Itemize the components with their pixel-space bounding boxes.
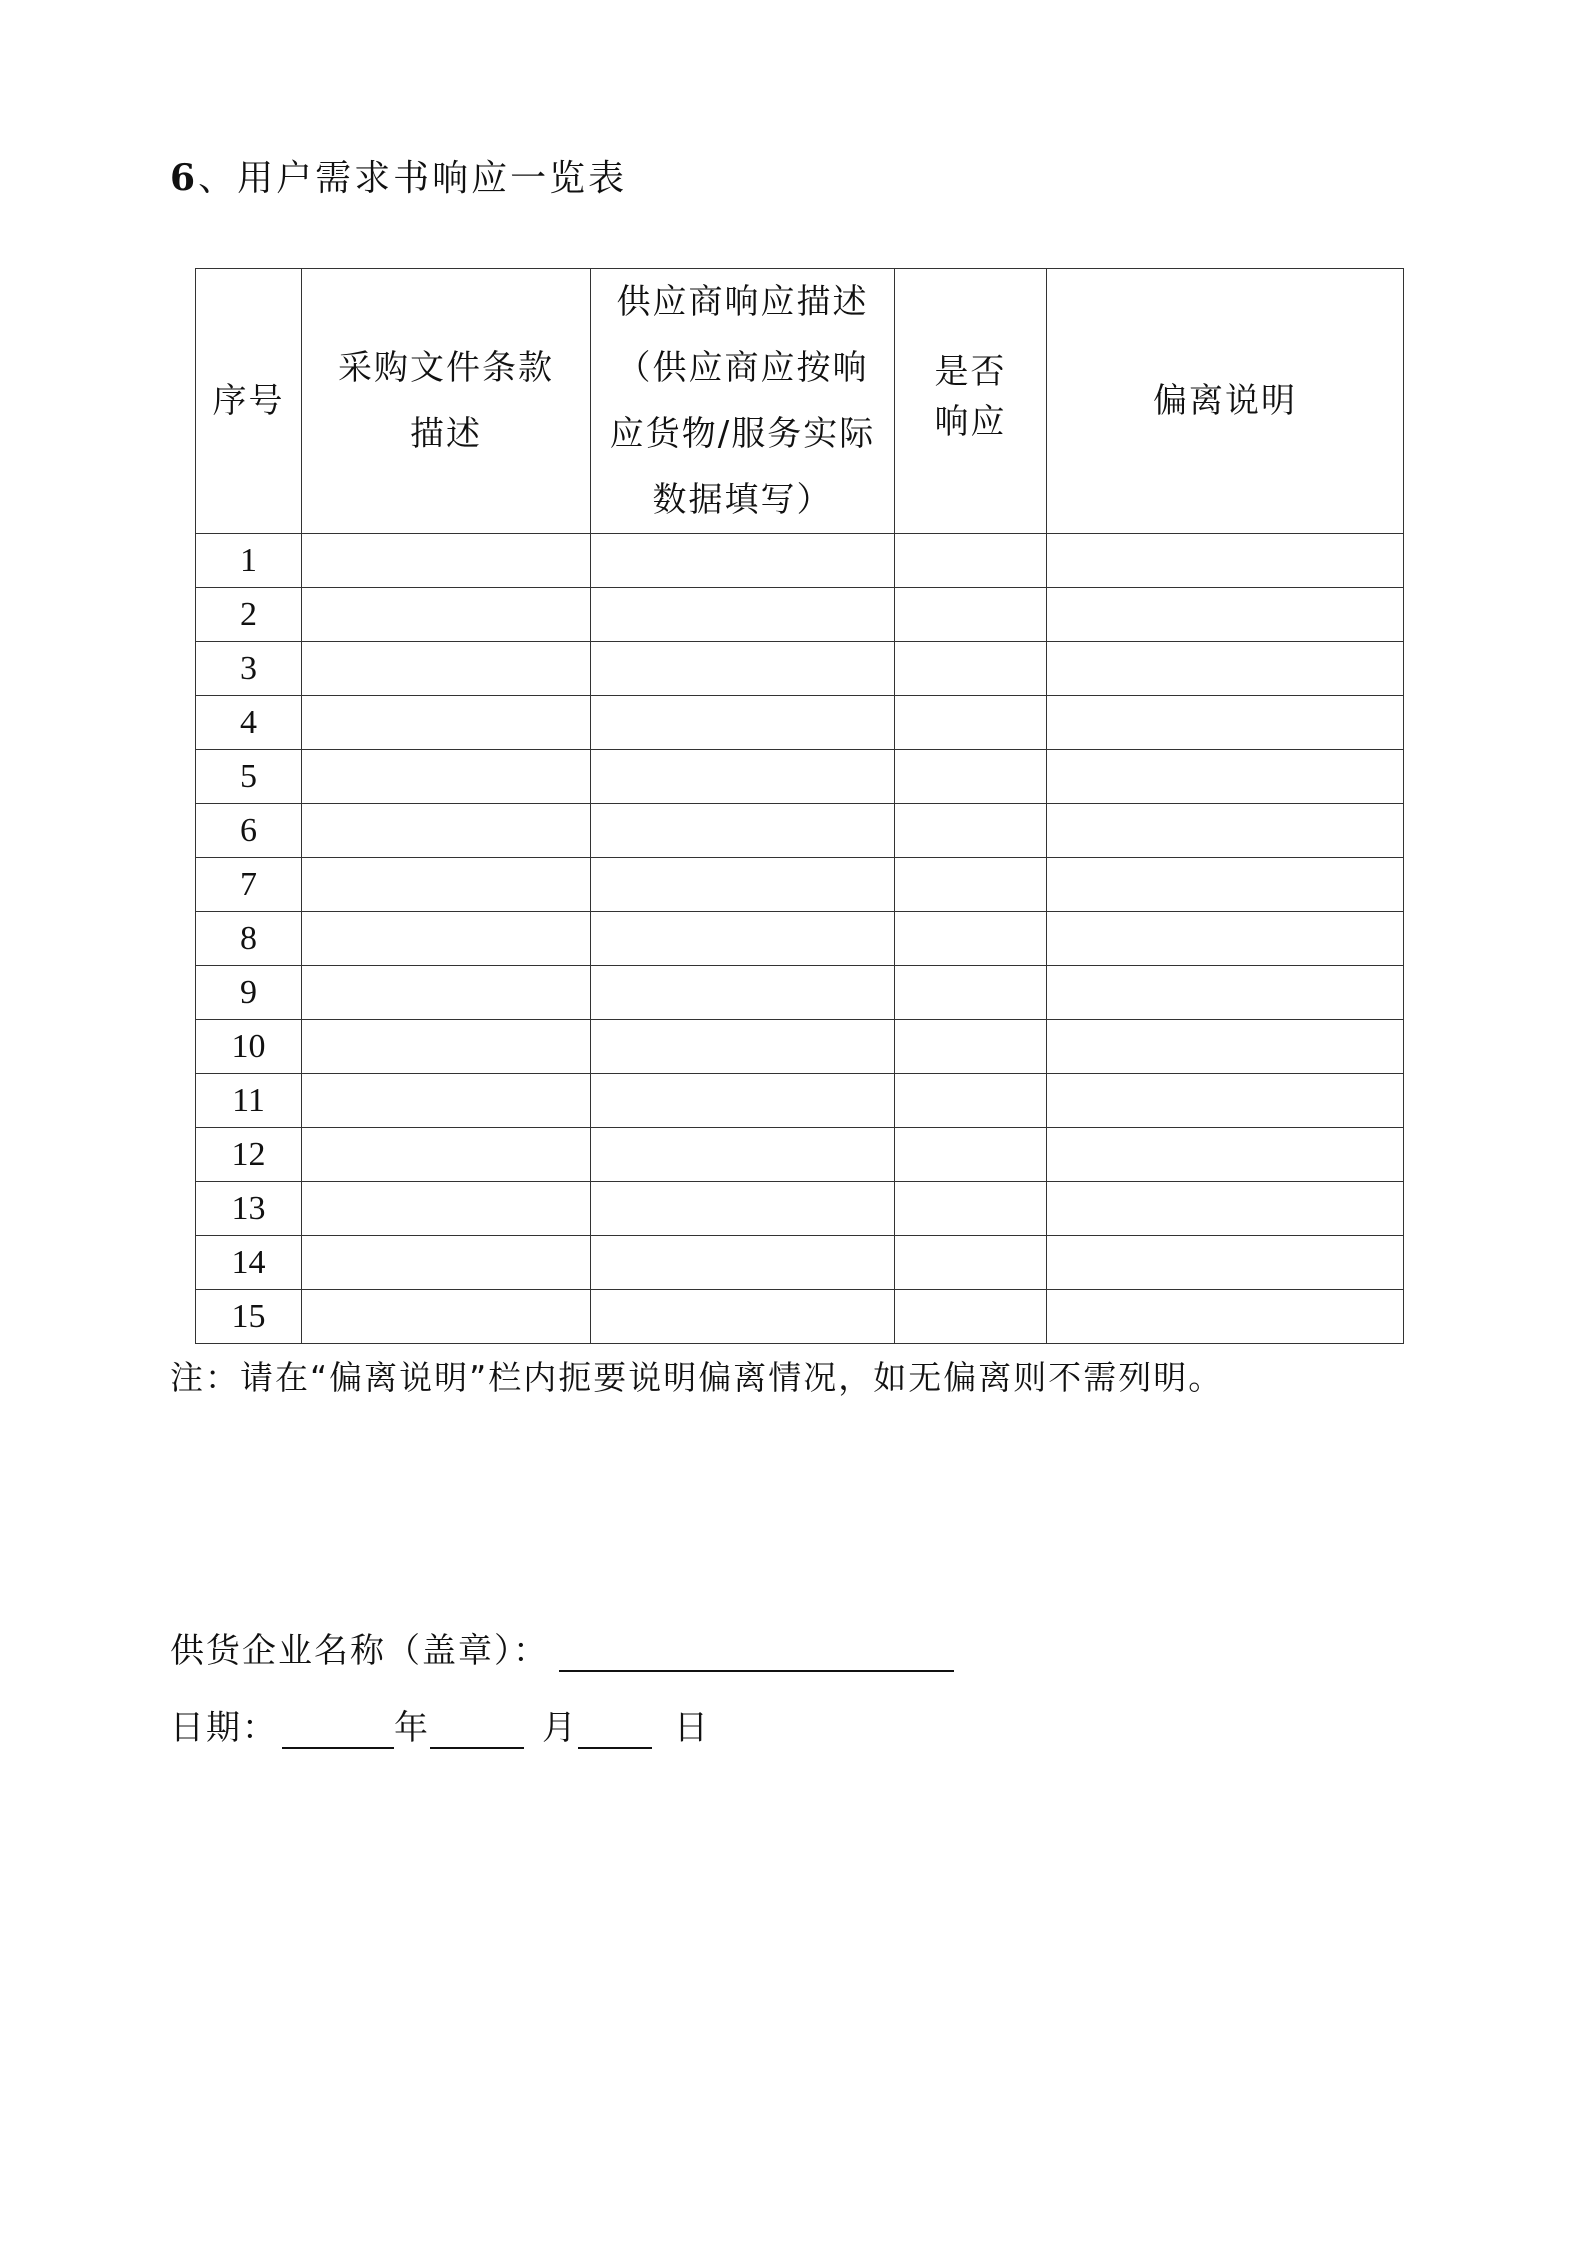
header-deviation-note bbox=[1047, 269, 1404, 534]
table-header-row bbox=[196, 269, 1404, 534]
response-cell[interactable] bbox=[591, 1182, 895, 1236]
table-row bbox=[196, 1290, 1404, 1344]
table-row bbox=[196, 1236, 1404, 1290]
responsive-cell[interactable] bbox=[895, 1290, 1047, 1344]
header-line: 序号 bbox=[212, 381, 285, 421]
deviation-cell[interactable] bbox=[1047, 1236, 1404, 1290]
day-label: 日 bbox=[674, 1708, 710, 1748]
deviation-cell[interactable] bbox=[1047, 1074, 1404, 1128]
table-row bbox=[196, 534, 1404, 588]
company-label: 供货企业名称（盖章）： bbox=[170, 1631, 549, 1671]
table-row bbox=[196, 966, 1404, 1020]
section-number: 6 bbox=[170, 157, 199, 199]
response-cell[interactable] bbox=[591, 966, 895, 1020]
deviation-cell[interactable] bbox=[1047, 534, 1404, 588]
clause-cell[interactable] bbox=[302, 1074, 591, 1128]
row-index: 8 bbox=[196, 912, 302, 966]
table-row bbox=[196, 1020, 1404, 1074]
deviation-cell[interactable] bbox=[1047, 696, 1404, 750]
responsive-cell[interactable] bbox=[895, 966, 1047, 1020]
deviation-cell[interactable] bbox=[1047, 588, 1404, 642]
responsive-cell[interactable] bbox=[895, 912, 1047, 966]
responsive-cell[interactable] bbox=[895, 642, 1047, 696]
month-label: 月 bbox=[542, 1708, 578, 1748]
table-row bbox=[196, 912, 1404, 966]
deviation-cell[interactable] bbox=[1047, 966, 1404, 1020]
responsive-cell[interactable] bbox=[895, 1074, 1047, 1128]
header-is-responsive bbox=[895, 269, 1047, 534]
deviation-cell[interactable] bbox=[1047, 1128, 1404, 1182]
response-cell[interactable] bbox=[591, 858, 895, 912]
response-cell[interactable] bbox=[591, 1074, 895, 1128]
header-line: 描述 bbox=[410, 414, 482, 454]
deviation-cell[interactable] bbox=[1047, 912, 1404, 966]
responsive-cell[interactable] bbox=[895, 750, 1047, 804]
deviation-cell[interactable] bbox=[1047, 642, 1404, 696]
table-row bbox=[196, 642, 1404, 696]
deviation-cell[interactable] bbox=[1047, 804, 1404, 858]
clause-cell[interactable] bbox=[302, 750, 591, 804]
row-index: 9 bbox=[196, 966, 302, 1020]
row-index: 7 bbox=[196, 858, 302, 912]
responsive-cell[interactable] bbox=[895, 1236, 1047, 1290]
deviation-cell[interactable] bbox=[1047, 750, 1404, 804]
response-cell[interactable] bbox=[591, 804, 895, 858]
table-body bbox=[196, 534, 1404, 1344]
responsive-cell[interactable] bbox=[895, 804, 1047, 858]
row-index: 2 bbox=[196, 588, 302, 642]
clause-cell[interactable] bbox=[302, 642, 591, 696]
table-row bbox=[196, 1182, 1404, 1236]
table-row bbox=[196, 1074, 1404, 1128]
clause-cell[interactable] bbox=[302, 588, 591, 642]
clause-cell[interactable] bbox=[302, 966, 591, 1020]
table-row bbox=[196, 858, 1404, 912]
header-line: 采购文件条款 bbox=[338, 348, 554, 388]
section-separator: 、 bbox=[198, 158, 238, 199]
header-index bbox=[196, 269, 302, 534]
responsive-cell[interactable] bbox=[895, 534, 1047, 588]
responsive-cell[interactable] bbox=[895, 1128, 1047, 1182]
clause-cell[interactable] bbox=[302, 1182, 591, 1236]
responsive-cell[interactable] bbox=[895, 588, 1047, 642]
responsive-cell[interactable] bbox=[895, 1182, 1047, 1236]
row-index: 1 bbox=[196, 534, 302, 588]
responsive-cell[interactable] bbox=[895, 858, 1047, 912]
row-index: 10 bbox=[196, 1020, 302, 1074]
clause-cell[interactable] bbox=[302, 858, 591, 912]
row-index: 4 bbox=[196, 696, 302, 750]
row-index: 5 bbox=[196, 750, 302, 804]
deviation-cell[interactable] bbox=[1047, 1020, 1404, 1074]
clause-cell[interactable] bbox=[302, 1290, 591, 1344]
responsive-cell[interactable] bbox=[895, 1020, 1047, 1074]
header-line: 供应商响应描述 bbox=[616, 282, 869, 322]
response-cell[interactable] bbox=[591, 1020, 895, 1074]
row-index: 6 bbox=[196, 804, 302, 858]
response-cell[interactable] bbox=[591, 642, 895, 696]
year-label: 年 bbox=[394, 1708, 430, 1748]
date-label: 日期： bbox=[170, 1708, 278, 1748]
day-blank[interactable] bbox=[578, 1707, 652, 1749]
table-note: 注：请在“偏离说明”栏内扼要说明偏离情况，如无偏离则不需列明。 bbox=[170, 1358, 1224, 1397]
clause-cell[interactable] bbox=[302, 912, 591, 966]
company-signature bbox=[170, 1623, 954, 1672]
row-index: 15 bbox=[196, 1290, 302, 1344]
response-table bbox=[195, 268, 1404, 1344]
response-cell[interactable] bbox=[591, 1128, 895, 1182]
company-name-blank[interactable] bbox=[559, 1630, 954, 1672]
year-blank[interactable] bbox=[282, 1707, 394, 1749]
deviation-cell[interactable] bbox=[1047, 1290, 1404, 1344]
response-cell[interactable] bbox=[591, 912, 895, 966]
deviation-cell[interactable] bbox=[1047, 1182, 1404, 1236]
response-cell[interactable] bbox=[591, 588, 895, 642]
clause-cell[interactable] bbox=[302, 1128, 591, 1182]
page-title bbox=[170, 150, 627, 201]
clause-cell[interactable] bbox=[302, 804, 591, 858]
row-index: 11 bbox=[196, 1074, 302, 1128]
table-row bbox=[196, 696, 1404, 750]
header-supplier-response bbox=[591, 269, 895, 534]
table-row bbox=[196, 750, 1404, 804]
header-line: （供应商应按响 bbox=[616, 348, 869, 388]
row-index: 13 bbox=[196, 1182, 302, 1236]
row-index: 12 bbox=[196, 1128, 302, 1182]
clause-cell[interactable] bbox=[302, 1020, 591, 1074]
section-title: 用户需求书响应一览表 bbox=[237, 158, 628, 199]
month-blank[interactable] bbox=[430, 1707, 524, 1749]
header-line: 是否 bbox=[934, 352, 1007, 392]
header-line: 响应 bbox=[934, 402, 1007, 442]
header-line: 应货物/服务实际 bbox=[609, 414, 876, 454]
response-cell[interactable] bbox=[591, 1290, 895, 1344]
table-row bbox=[196, 804, 1404, 858]
header-line: 偏离说明 bbox=[1153, 381, 1297, 421]
clause-cell[interactable] bbox=[302, 534, 591, 588]
header-clause-description bbox=[302, 269, 591, 534]
clause-cell[interactable] bbox=[302, 696, 591, 750]
response-cell[interactable] bbox=[591, 1236, 895, 1290]
response-cell[interactable] bbox=[591, 750, 895, 804]
response-cell[interactable] bbox=[591, 696, 895, 750]
deviation-cell[interactable] bbox=[1047, 858, 1404, 912]
clause-cell[interactable] bbox=[302, 1236, 591, 1290]
date-signature bbox=[170, 1700, 710, 1749]
table-row bbox=[196, 588, 1404, 642]
header-line: 数据填写） bbox=[652, 480, 833, 520]
row-index: 3 bbox=[196, 642, 302, 696]
responsive-cell[interactable] bbox=[895, 696, 1047, 750]
row-index: 14 bbox=[196, 1236, 302, 1290]
response-cell[interactable] bbox=[591, 534, 895, 588]
table-row bbox=[196, 1128, 1404, 1182]
